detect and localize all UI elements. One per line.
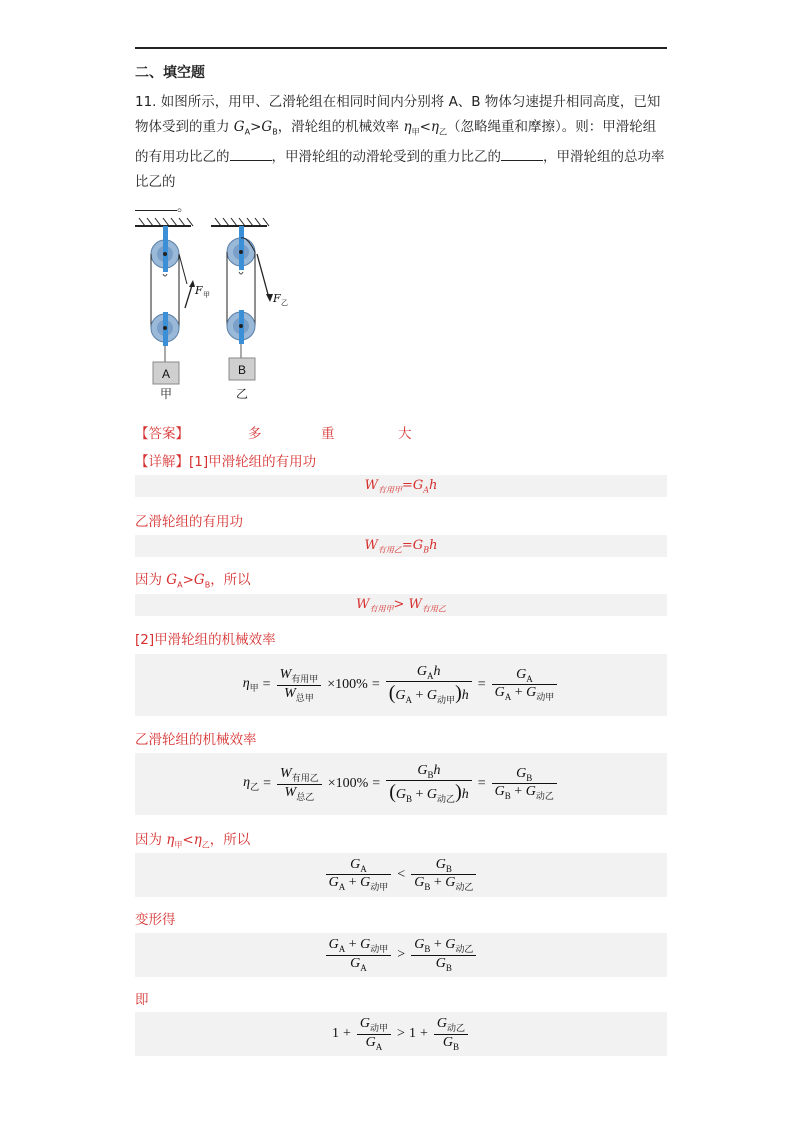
detail-text-6: 因为 $\eta_甲<\eta_乙$，所以 bbox=[135, 832, 251, 850]
answer-2: 重 bbox=[321, 426, 335, 442]
answer-line bbox=[135, 422, 675, 442]
answer-3: 大 bbox=[398, 426, 412, 442]
detail-text-3: 因为 $G_A>G_B$，所以 bbox=[135, 572, 251, 590]
detail-text-4: [2]甲滑轮组的机械效率 bbox=[135, 632, 276, 648]
detail-label: 【详解】[1]甲滑轮组的有用功 bbox=[135, 454, 317, 470]
svg-text:乙: 乙 bbox=[281, 299, 288, 307]
equation-box-ineq-2: $\frac{G_A + G_{动甲}}{G_A}$ > $\frac{G_B + G_{动乙}}{G_B}$ bbox=[135, 933, 667, 977]
equation-box-ineq-3: 1 + $\frac{G_{动甲}}{G_A}$ > 1 + $\frac{G_{动乙}}{G_B}$ bbox=[135, 1012, 667, 1056]
block-b-label: B bbox=[237, 363, 247, 377]
top-rule bbox=[135, 47, 667, 49]
force-a-label: F bbox=[195, 284, 203, 297]
caption-jia: 甲 bbox=[159, 387, 173, 401]
section-title: 二、填空题 bbox=[135, 65, 205, 81]
blank-2[interactable] bbox=[501, 146, 543, 161]
question-text: 11. 如图所示，用甲、乙滑轮组在相同时间内分别将 A、B 物体匀速提升相同高度，已知物体受到的重力 $G_A>G_B$，滑轮组的机械效率 $\eta_甲<\eta_乙$（忽略绳重和摩擦）。则：甲滑轮组的有用功比乙的 ，甲滑轮组的动滑轮受到的重力比乙的 ，甲滑轮组的总功率比乙的 。 bbox=[135, 94, 665, 215]
answer-1: 多 bbox=[248, 426, 262, 442]
svg-text:甲: 甲 bbox=[203, 291, 210, 299]
question-number: 11. bbox=[135, 94, 157, 110]
caption-yi: 乙 bbox=[235, 387, 249, 401]
equation-box-3: $W_{有用甲}> W_{有用乙}$ bbox=[135, 594, 667, 616]
blank-3[interactable] bbox=[135, 196, 177, 211]
answer-label: 【答案】 bbox=[135, 426, 189, 442]
equation-box-eta-yi: $\eta_乙$ = $\frac{W_{有用乙}}{W_{总乙}}$ ×100% = $\frac{G_Bh}{(G_B + G_{动乙})h}$ = $\frac{G_B}{G_B + G_{动乙}}$ bbox=[135, 753, 667, 815]
pulley-figure bbox=[135, 212, 295, 402]
blank-1[interactable] bbox=[230, 146, 272, 161]
force-arrow-b bbox=[266, 294, 273, 302]
pulley-diagram bbox=[135, 212, 295, 402]
force-b-label: F bbox=[273, 292, 281, 305]
equation-box-ineq-1: $\frac{G_A}{G_A + G_{动甲}}$ < $\frac{G_B}{G_B + G_{动乙}}$ bbox=[135, 853, 667, 897]
detail-text-8: 即 bbox=[135, 992, 149, 1008]
detail-text-7: 变形得 bbox=[135, 912, 176, 928]
equation-box-1: $W_{有用甲}=G_Ah$ bbox=[135, 475, 667, 497]
block-a-label: A bbox=[161, 367, 171, 381]
detail-text-2: 乙滑轮组的有用功 bbox=[135, 514, 243, 530]
detail-text-5: 乙滑轮组的机械效率 bbox=[135, 732, 257, 748]
equation-box-eta-jia: $\eta_甲$ = $\frac{W_{有用甲}}{W_{总甲}}$ ×100% = $\frac{G_Ah}{(G_A + G_{动甲})h}$ = $\frac{G_A}{G_A + G_{动甲}}$ bbox=[135, 654, 667, 716]
equation-box-2: $W_{有用乙}=G_Bh$ bbox=[135, 535, 667, 557]
